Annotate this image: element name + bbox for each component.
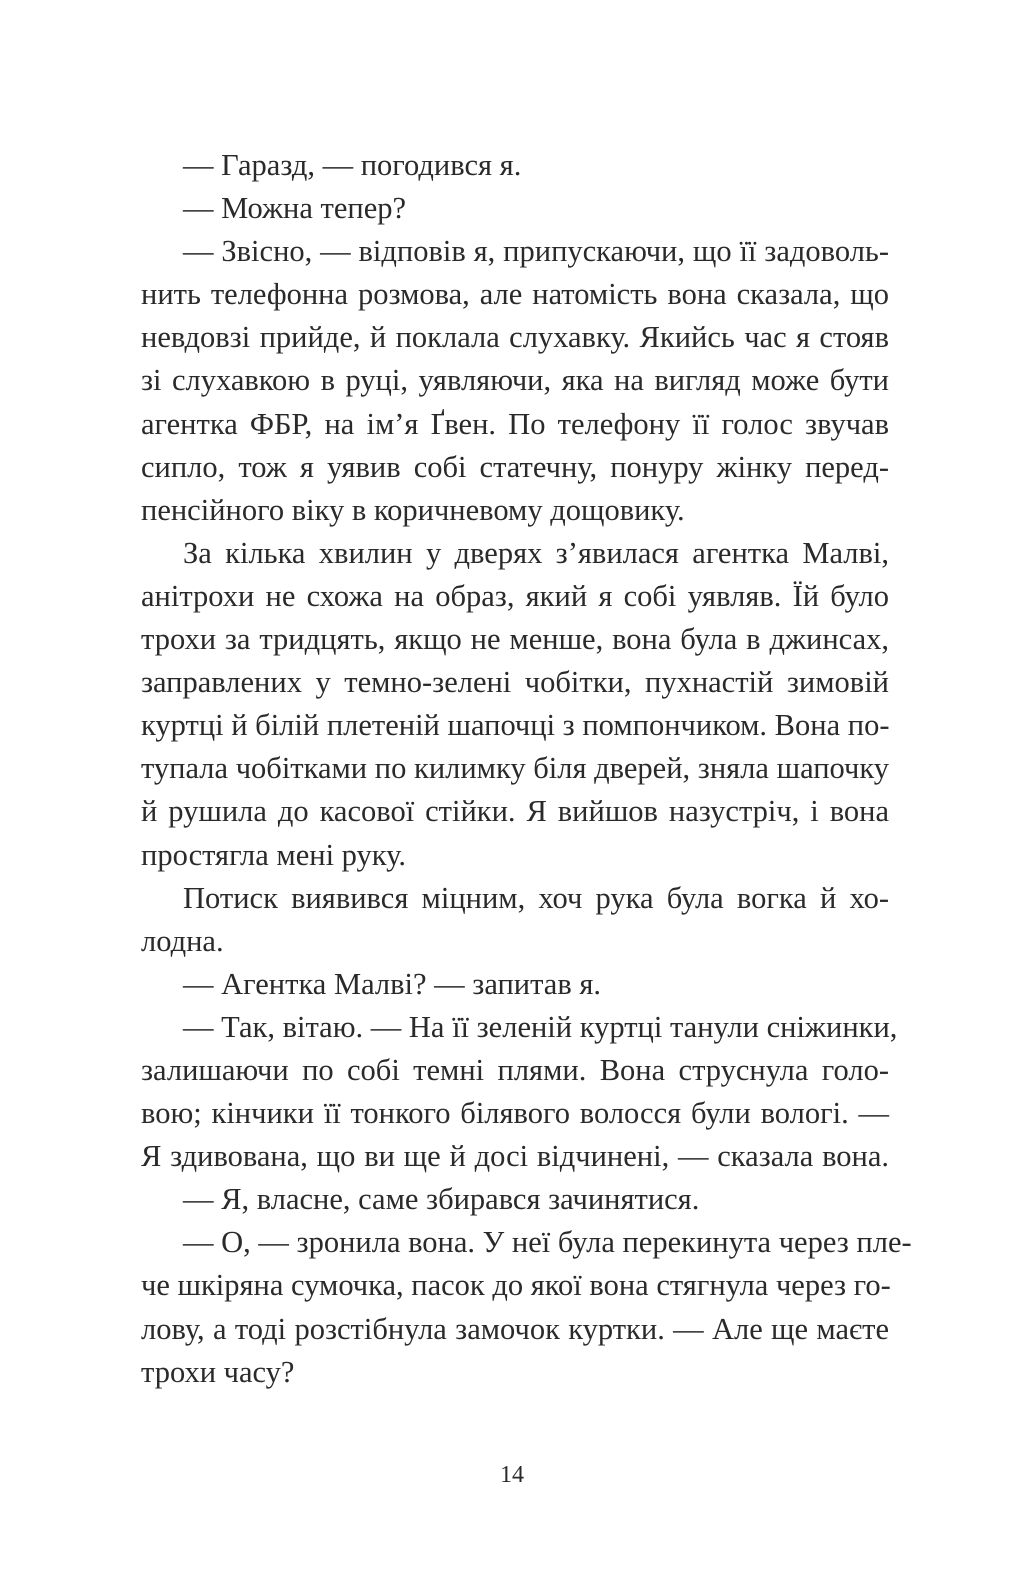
- text-line: — Я, власне, саме збирався зачинятися.: [183, 1182, 700, 1217]
- text-line: куртці й білій плетеній шапочці з помпончиком. Вона по-: [141, 708, 890, 743]
- text-line: агентка ФБР, на ім’я Ґвен. По телефону її голос звучав: [141, 406, 889, 441]
- text-line: Я здивована, що ви ще й досі відчинені, — сказала вона.: [141, 1139, 889, 1174]
- text-line: — Агентка Малві? — запитав я.: [183, 966, 602, 1001]
- text-line: заправлених у темно-зелені чобітки, пухнастій зимовій: [141, 665, 889, 700]
- text-line: За кілька хвилин у дверях з’явилася агентка Малві,: [183, 535, 889, 570]
- body-text: [141, 144, 912, 1394]
- text-line: й рушила до касової стійки. Я вийшов назустріч, і вона: [141, 794, 889, 829]
- text-line: — Гаразд, — погодився я.: [183, 148, 522, 182]
- text-line: че шкіряна сумочка, пасок до якої вона стягнула через го-: [141, 1268, 891, 1303]
- text-line: сипло, тож я уявив собі статечну, понуру жінку перед-: [141, 449, 889, 484]
- text-line: невдовзі прийде, й поклала слухавку. Якийсь час я стояв: [141, 320, 889, 355]
- text-line: вою; кінчики її тонкого білявого волосся були вологі. —: [141, 1096, 889, 1131]
- text-line: лову, а тоді розстібнула замочок куртки. — Але ще маєте: [141, 1311, 889, 1346]
- text-line: пенсійного віку в коричневому дощовику.: [141, 492, 685, 527]
- text-line: — Звісно, — відповів я, припускаючи, що її задоволь-: [183, 234, 889, 269]
- text-line: трохи часу?: [141, 1354, 295, 1389]
- text-line: — Можна тепер?: [183, 191, 407, 226]
- text-line: — О, — зронила вона. У неї була перекинута через пле-: [183, 1225, 912, 1260]
- text-line: — Так, вітаю. — На її зеленій куртці танули сніжинки,: [183, 1009, 898, 1044]
- text-line: зі слухавкою в руці, уявляючи, яка на вигляд може бути: [141, 363, 889, 398]
- page-number: 14: [500, 1462, 524, 1488]
- text-line: простягла мені руку.: [141, 837, 406, 872]
- text-line: нить телефонна розмова, але натомість вона сказала, що: [141, 277, 889, 312]
- text-line: лодна.: [141, 923, 224, 958]
- text-line: Потиск виявився міцним, хоч рука була вогка й хо-: [183, 880, 889, 915]
- text-line: залишаючи по собі темні плями. Вона струснула голо-: [141, 1052, 889, 1087]
- text-line: анітрохи не схожа на образ, який я собі уявляв. Їй було: [141, 578, 889, 613]
- text-line: трохи за тридцять, якщо не менше, вона була в джинсах,: [141, 622, 889, 657]
- text-line: тупала чобітками по килимку біля дверей, зняла шапочку: [141, 751, 889, 786]
